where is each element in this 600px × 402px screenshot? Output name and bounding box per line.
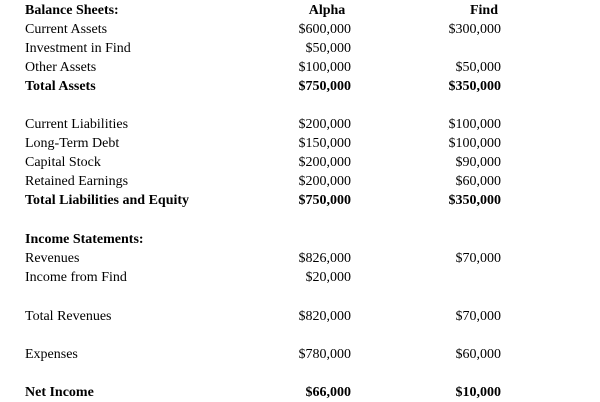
alpha-value: $20,000 bbox=[305, 270, 351, 285]
row-total-liabilities-and-equity bbox=[0, 191, 600, 210]
find-value: $60,000 bbox=[455, 347, 501, 362]
row-label: Total Assets bbox=[25, 79, 96, 94]
find-value: $350,000 bbox=[448, 79, 501, 94]
row-investment-in-find bbox=[0, 39, 600, 58]
row-retained-earnings bbox=[0, 172, 600, 191]
find-value: $100,000 bbox=[448, 136, 501, 151]
row-current-assets bbox=[0, 20, 600, 39]
balance-sheets-title: Balance Sheets: bbox=[25, 3, 119, 18]
alpha-value: $750,000 bbox=[298, 193, 351, 208]
alpha-value: $66,000 bbox=[305, 385, 351, 400]
alpha-value: $100,000 bbox=[298, 60, 351, 75]
row-label: Retained Earnings bbox=[25, 174, 129, 189]
income-statements-header-row bbox=[0, 230, 600, 249]
alpha-value: $200,000 bbox=[298, 155, 351, 170]
find-value: $70,000 bbox=[455, 309, 501, 324]
row-current-liabilities bbox=[0, 115, 600, 134]
row-other-assets bbox=[0, 58, 600, 77]
row-long-term-debt bbox=[0, 134, 600, 153]
find-value: $50,000 bbox=[455, 60, 501, 75]
alpha-value: $750,000 bbox=[298, 79, 351, 94]
row-label: Income from Find bbox=[25, 270, 127, 285]
alpha-value: $820,000 bbox=[298, 309, 351, 324]
find-value: $90,000 bbox=[455, 155, 501, 170]
row-label: Other Assets bbox=[25, 60, 97, 75]
row-label: Capital Stock bbox=[25, 155, 101, 170]
find-value: $10,000 bbox=[455, 385, 501, 400]
column-header-find: Find bbox=[469, 3, 498, 18]
row-label: Total Revenues bbox=[25, 309, 112, 324]
row-net-income bbox=[0, 383, 600, 402]
row-total-revenues bbox=[0, 307, 600, 326]
row-label: Expenses bbox=[25, 347, 78, 362]
row-label: Investment in Find bbox=[25, 41, 131, 56]
row-label: Current Assets bbox=[25, 22, 108, 37]
row-capital-stock bbox=[0, 153, 600, 172]
alpha-value: $600,000 bbox=[298, 22, 351, 37]
row-total-assets bbox=[0, 77, 600, 96]
find-value: $350,000 bbox=[448, 193, 501, 208]
find-value: $100,000 bbox=[448, 117, 501, 132]
row-label: Current Liabilities bbox=[25, 117, 129, 132]
row-expenses bbox=[0, 345, 600, 364]
row-revenues bbox=[0, 249, 600, 268]
row-income-from-find bbox=[0, 268, 600, 287]
find-value: $60,000 bbox=[455, 174, 501, 189]
row-label: Net Income bbox=[25, 385, 94, 400]
row-label: Long-Term Debt bbox=[25, 136, 120, 151]
alpha-value: $50,000 bbox=[305, 41, 351, 56]
alpha-value: $780,000 bbox=[298, 347, 351, 362]
balance-sheet-header-row bbox=[0, 1, 600, 20]
row-label: Revenues bbox=[25, 251, 80, 266]
alpha-value: $150,000 bbox=[298, 136, 351, 151]
find-value: $70,000 bbox=[455, 251, 501, 266]
alpha-value: $200,000 bbox=[298, 117, 351, 132]
row-label: Total Liabilities and Equity bbox=[25, 193, 190, 208]
alpha-value: $200,000 bbox=[298, 174, 351, 189]
alpha-value: $826,000 bbox=[298, 251, 351, 266]
income-statements-title: Income Statements: bbox=[25, 232, 144, 247]
column-header-alpha: Alpha bbox=[308, 3, 346, 18]
find-value: $300,000 bbox=[448, 22, 501, 37]
